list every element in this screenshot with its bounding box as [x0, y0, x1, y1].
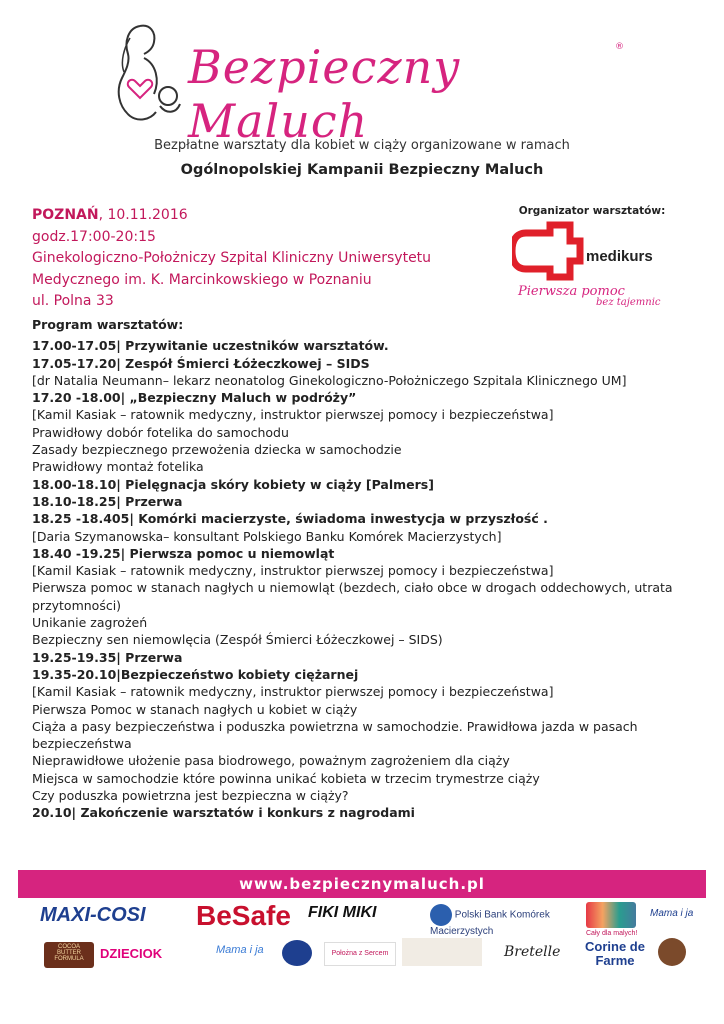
- program-title: Program warsztatów:: [32, 317, 184, 332]
- event-address: ul. Polna 33: [32, 293, 114, 309]
- program-line: 17.20 -18.00| „Bezpieczny Maluch w podróży”: [32, 390, 357, 406]
- program-line: 18.40 -19.25| Pierwsza pomoc u niemowląt: [32, 545, 335, 561]
- program-line: [dr Natalia Neumann– lekarz neonatolog Ginekologiczno-Położniczego Szpitala Klinicznego UM]: [32, 372, 627, 388]
- sponsor-fikimiki: FIKI MIKI: [308, 904, 377, 921]
- sponsor-besafe: BeSafe: [196, 900, 291, 931]
- program-lines: [32, 337, 692, 821]
- brand-name: Bezpieczny Maluch: [188, 40, 461, 148]
- program-line: 18.25 -18.405| Komórki macierzyste, świadoma inwestycja w przyszłość .: [32, 511, 548, 527]
- program: [32, 316, 692, 822]
- program-line: 20.10| Zakończenie warsztatów i konkurs z nagrodami: [32, 805, 415, 821]
- program-line: Unikanie zagrożeń: [32, 615, 148, 631]
- sponsor-calydlamalych: Cały dla malych!: [586, 930, 638, 937]
- sponsor-corine: Corine de Farme: [585, 939, 645, 968]
- sponsor-grey-box: [402, 938, 482, 966]
- subtitle: Bezpłatne warsztaty dla kobiet w ciąży organizowane w ramach: [154, 138, 570, 153]
- program-line: Prawidłowy montaż fotelika: [32, 459, 204, 475]
- organizer-name: medikurs: [586, 248, 653, 265]
- program-line: Pierwsza pomoc w stanach nagłych u niemowląt (bezdech, ciało obce w drogach oddechowych, utrata przytomności): [32, 580, 673, 613]
- sponsor-polozna: Położna z Sercem: [324, 942, 396, 966]
- program-line: Miejsca w samochodzie które powinna unikać kobieta w trzecim trymestrze ciąży: [32, 770, 540, 786]
- mother-baby-icon: [110, 18, 190, 128]
- organizer: [512, 205, 672, 311]
- program-line: 18.10-18.25| Przerwa: [32, 493, 183, 509]
- program-line: [Daria Szymanowska– konsultant Polskiego Banku Komórek Macierzystych]: [32, 528, 502, 544]
- program-line: 19.25-19.35| Przerwa: [32, 649, 183, 665]
- sponsor-mamaija-2: Mama i ja: [216, 944, 264, 956]
- sponsor-logos: [18, 898, 706, 1024]
- program-line: 17.05-17.20| Zespół Śmierci Łóżeczkowej – SIDS: [32, 355, 370, 371]
- organizer-tagline2: bez tajemnic: [596, 297, 661, 307]
- campaign-title: Ogólnopolskiej Kampanii Bezpieczny Maluch: [180, 162, 544, 178]
- sponsor-maxicosi: MAXI-COSI: [40, 904, 146, 926]
- program-line: Zasady bezpiecznego przewożenia dziecka w samochodzie: [32, 442, 402, 458]
- program-line: Nieprawidłowe ułożenie pasa biodrowego, poważnym zagrożeniem dla ciąży: [32, 753, 510, 769]
- registered-mark: ®: [615, 42, 624, 52]
- sponsor-calydlamalych-block: [586, 902, 636, 928]
- event-date: , 10.11.2016: [98, 207, 188, 223]
- organizer-tagline1: Pierwsza pomoc: [518, 284, 625, 299]
- program-line: 19.35-20.10|Bezpieczeństwo kobiety ciężarnej: [32, 666, 359, 682]
- sponsor-mamaija: Mama i ja: [650, 908, 694, 919]
- program-line: [Kamil Kasiak – ratownik medyczny, instruktor pierwszej pomocy i bezpieczeństwa]: [32, 563, 554, 579]
- sponsor-bretelle: Bretelle: [504, 944, 561, 960]
- event-time: godz.17:00-20:15: [32, 228, 156, 245]
- program-line: [Kamil Kasiak – ratownik medyczny, instruktor pierwszej pomocy i bezpieczeństwa]: [32, 684, 554, 700]
- program-line: 18.00-18.10| Pielęgnacja skóry kobiety w ciąży [Palmers]: [32, 476, 434, 492]
- event-city: POZNAŃ: [32, 207, 99, 223]
- event-details: [32, 205, 431, 313]
- program-line: 17.00-17.05| Przywitanie uczestników warsztatów.: [32, 338, 389, 354]
- program-line: Pierwsza Pomoc w stanach nagłych u kobiet w ciąży: [32, 701, 358, 717]
- sponsor-dzieciok: DZIECIOK: [100, 946, 163, 961]
- event-venue-line2: Medycznego im. K. Marcinkowskiego w Poznaniu: [32, 271, 372, 288]
- sponsor-pbkm: [430, 904, 590, 937]
- program-line: Prawidłowy dobór fotelika do samochodu: [32, 424, 289, 440]
- sponsor-palmers: COCOA BUTTER FORMULA: [44, 942, 94, 968]
- program-line: Bezpieczny sen niemowlęcia (Zespół Śmierci Łóżeczkowej – SIDS): [32, 632, 443, 648]
- program-line: [Kamil Kasiak – ratownik medyczny, instruktor pierwszej pomocy i bezpieczeństwa]: [32, 407, 554, 423]
- program-line: Czy poduszka powietrzna jest bezpieczna w ciąży?: [32, 788, 349, 804]
- organizer-title: Organizator warsztatów:: [518, 205, 666, 217]
- program-line: Ciąża a pasy bezpieczeństwa i poduszka powietrzna w samochodzie. Prawidłowa jazda w pasach bezpieczeństwa: [32, 718, 638, 752]
- medikurs-logo: [512, 217, 672, 307]
- sponsor-round-logo: [658, 938, 686, 966]
- pbkm-icon: [430, 904, 452, 926]
- website-url[interactable]: www.bezpiecznymaluch.pl: [18, 870, 706, 898]
- event-venue-line1: Ginekologiczno-Położniczy Szpital Kliniczny Uniwersytetu: [32, 250, 432, 266]
- sponsor-heart-icon: [282, 940, 312, 966]
- pbkm-label: Polski Bank Komórek Macierzystych: [430, 909, 550, 937]
